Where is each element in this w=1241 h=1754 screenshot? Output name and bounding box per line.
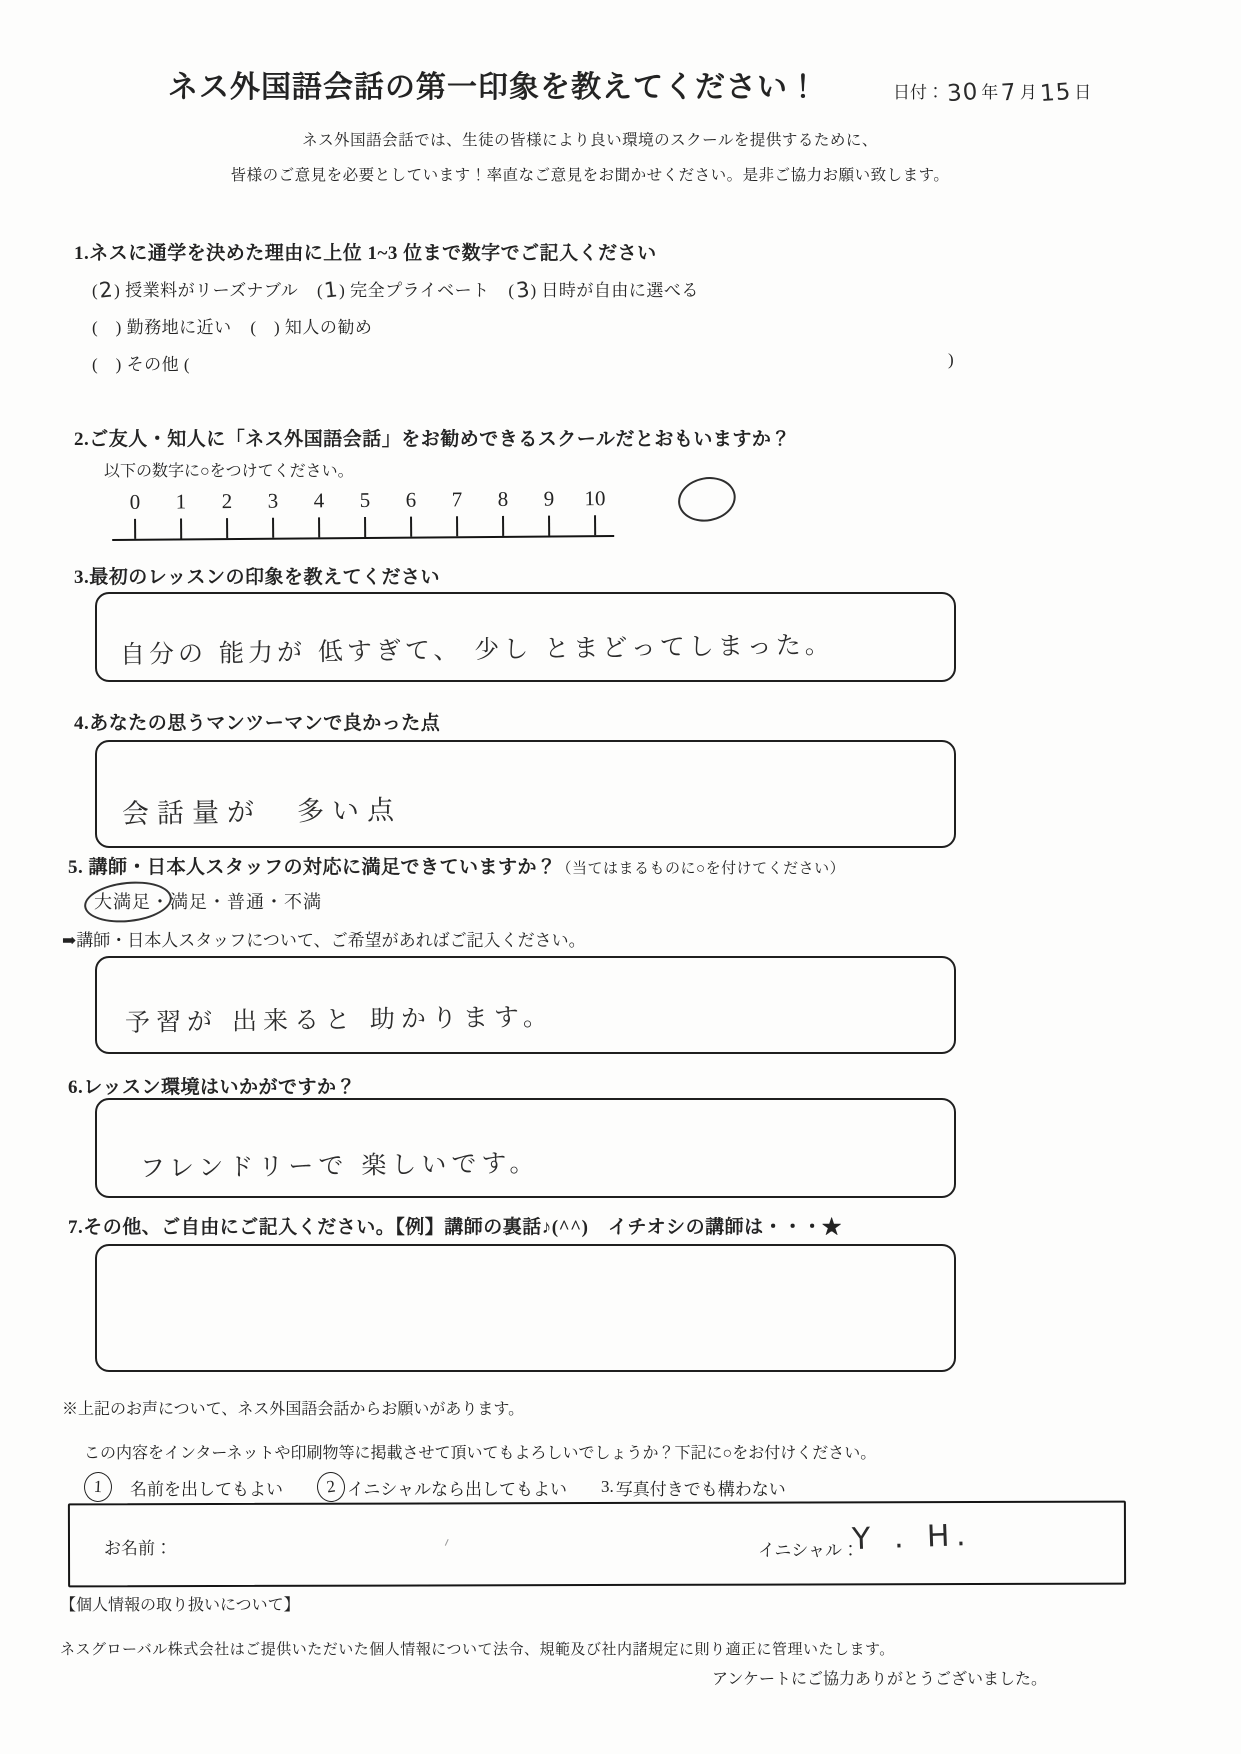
- question-2-instruction: 以下の数字に○をつけてください。: [104, 463, 354, 480]
- scale-number-3: 3: [267, 488, 279, 513]
- handwritten-answer-3: 自分の 能力が 低すぎて、 少し とまどってしまった。: [119, 630, 834, 669]
- question-2-heading: 2.ご友人・知人に「ネス外国語会話」をお勧めできるスクールだとおもいますか？: [74, 429, 791, 450]
- initial-value: Y . H.: [851, 1517, 974, 1558]
- question-3-heading: 3.最初のレッスンの印象を教えてください: [74, 567, 441, 588]
- scale-number-1: 1: [175, 489, 187, 514]
- question-1-row-2: [92, 313, 386, 338]
- scale-number-7: 7: [451, 487, 463, 512]
- question-7-heading: 7.その他、ご自由にご記入ください。【例】講師の裏話♪(^^) イチオシの講師は・・・★: [68, 1217, 842, 1238]
- scale-number-9: 9: [543, 486, 555, 511]
- date-day-value: 15: [1039, 78, 1073, 108]
- date-year-value: 30: [946, 78, 980, 108]
- question-1-row-1: [92, 276, 713, 301]
- question-1-heading: 1.ネスに通学を決めた理由に上位 1~3 位まで数字でご記入ください: [74, 243, 657, 264]
- reason-option-private: (1) 完全プライベート: [316, 277, 490, 303]
- other-close-paren: ): [948, 350, 955, 369]
- reason-option-other-label: その他: [126, 355, 180, 374]
- date-label: 日付：: [893, 83, 944, 102]
- consent-option-2-label: イニシャルなら出してもよい: [347, 1479, 567, 1499]
- scale-number-5: 5: [359, 487, 371, 513]
- date-month-value: 7: [1000, 79, 1018, 107]
- scale-number-0: 0: [129, 489, 141, 514]
- privacy-text: ネスグローバル株式会社はご提供いただいた個人情報について法令、規範及び社内諸規定に則り適正に管理いたします。: [60, 1642, 895, 1658]
- rank-value-schedule: 3: [514, 277, 531, 303]
- question-5-followup: ➡講師・日本人スタッフについて、ご希望があればご記入ください。: [62, 931, 586, 950]
- rank-value-private: 1: [323, 277, 340, 303]
- rank-value-price: 2: [98, 277, 115, 303]
- handwritten-answer-4: 会話量が 多い点: [121, 795, 403, 830]
- reason-option-schedule: (3) 日時が自由に選べる: [508, 277, 699, 303]
- scale-ticks: [112, 515, 622, 539]
- consent-option-1-label: 名前を出してもよい: [130, 1479, 283, 1499]
- intro-line-2: 皆様のご意見を必要としています！率直なご意見をお聞かせください。是非ご協力お願い致します。: [230, 167, 950, 184]
- consent-option-1-number: 1: [83, 1471, 113, 1502]
- name-label: お名前：: [104, 1539, 172, 1558]
- initial-label: イニシャル：: [758, 1541, 859, 1560]
- scale-number-2: 2: [221, 489, 233, 514]
- consent-option-2-number: 2: [315, 1470, 347, 1504]
- arrow-right-icon: ➡: [62, 931, 77, 950]
- scale-number-8: 8: [497, 486, 509, 511]
- reason-option-location: ( ) 勤務地に近い: [92, 318, 232, 337]
- consent-note: ※上記のお声について、ネス外国語会話からお願いがあります。: [62, 1401, 525, 1418]
- consent-question: この内容をインターネットや印刷物等に掲載させて頂いてもよろしいでしょうか？下記に○をお付けください。: [84, 1445, 877, 1462]
- page-title: ネス外国語会話の第一印象を教えてください！: [168, 71, 819, 104]
- handwritten-answer-6: フレンドリーで 楽しいです。: [139, 1148, 540, 1183]
- question-6-heading: 6.レッスン環境はいかがですか？: [68, 1077, 357, 1098]
- question-5-heading: 5. 講師・日本人スタッフの対応に満足できていますか？（当てはまるものに○を付けてください）: [68, 857, 846, 878]
- rating-scale: [112, 486, 622, 541]
- scale-number-10: 10: [584, 486, 606, 511]
- handwritten-answer-5: 予習が 出来ると 助かります。: [124, 1002, 555, 1037]
- scale-number-6: 6: [405, 487, 417, 512]
- scale-number-4: 4: [313, 488, 325, 513]
- thanks-text: アンケートにご協力ありがとうございました。: [712, 1671, 1048, 1688]
- reason-option-price: (2) 授業料がリーズナブル: [92, 277, 299, 303]
- date-field: [893, 78, 1092, 108]
- selected-score-circle: [674, 472, 739, 526]
- consent-option-3-number: 3.: [600, 1477, 614, 1496]
- question-4-heading: 4.あなたの思うマンツーマンで良かった点: [74, 713, 441, 734]
- date-day-unit: 日: [1074, 83, 1092, 102]
- answer-box-7: [95, 1244, 956, 1372]
- question-5-note: （当てはまるものに○を付けてください）: [556, 861, 846, 877]
- reason-option-referral: ( ) 知人の勧め: [250, 318, 373, 337]
- consent-option-3-label: 写真付きでも構わない: [615, 1479, 786, 1499]
- date-year-unit: 年: [981, 83, 999, 102]
- intro-line-1: ネス外国語会話では、生徒の皆様により良い環境のスクールを提供するために、: [302, 132, 878, 149]
- satisfaction-selected-circle: [82, 878, 174, 927]
- date-month-unit: 月: [1019, 83, 1037, 102]
- satisfaction-options: 大満足・満足・普通・不満: [94, 892, 322, 912]
- privacy-heading: 【個人情報の取り扱いについて】: [60, 1597, 300, 1614]
- scale-numbers: [112, 486, 622, 515]
- consent-options: [84, 1472, 820, 1502]
- question-1-row-other: ( ) その他 (: [92, 355, 190, 374]
